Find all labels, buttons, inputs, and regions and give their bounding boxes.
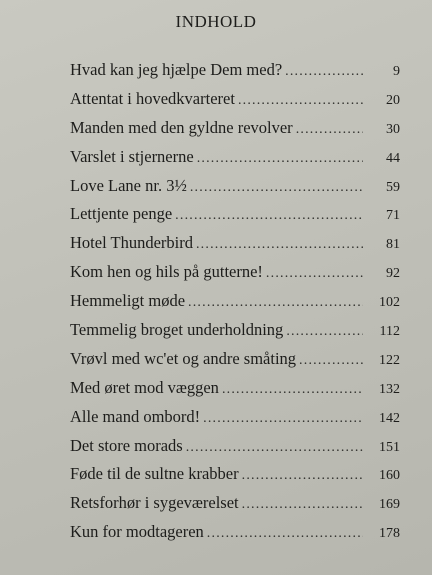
toc-entry-title: Temmelig broget underholdning xyxy=(70,320,284,340)
toc-entry xyxy=(70,320,400,349)
toc-entry xyxy=(70,522,400,551)
toc-entry xyxy=(70,204,400,233)
toc-entry xyxy=(70,233,400,262)
toc-entry-title: Attentat i hovedkvarteret xyxy=(70,88,235,108)
toc-entry-page: 30 xyxy=(386,121,400,137)
dot-leader xyxy=(286,324,363,340)
dot-leader xyxy=(266,266,363,282)
toc-entry-title: Kun for modtageren xyxy=(70,522,204,542)
toc-entry-page: 178 xyxy=(379,526,400,542)
toc-entry-title: Kom hen og hils på gutterne! xyxy=(70,262,263,282)
dot-leader xyxy=(238,93,363,109)
toc-entry xyxy=(70,407,400,436)
toc-entry-title: Hvad kan jeg hjælpe Dem med? xyxy=(70,60,283,79)
toc-entry-page: 92 xyxy=(386,266,400,282)
table-of-contents xyxy=(70,60,400,551)
toc-entry-title: Manden med den gyldne revolver xyxy=(70,117,293,137)
dot-leader xyxy=(175,208,363,224)
dot-leader xyxy=(186,440,363,456)
dot-leader xyxy=(203,411,363,427)
toc-entry-page: 142 xyxy=(379,410,400,426)
dot-leader xyxy=(222,382,363,398)
toc-entry-title: Retsforhør i sygeværelset xyxy=(70,493,239,513)
dot-leader xyxy=(285,64,363,80)
toc-entry-page: 112 xyxy=(379,324,400,340)
dot-leader xyxy=(299,353,363,369)
toc-entry-title: Vrøvl med wc'et og andre småting xyxy=(70,348,297,368)
toc-entry-title: Med øret mod væggen xyxy=(70,377,219,397)
toc-entry xyxy=(70,378,400,407)
toc-entry xyxy=(70,291,400,320)
toc-entry xyxy=(70,436,400,465)
toc-entry-page: 20 xyxy=(386,92,400,108)
toc-entry-title: Hotel Thunderbird xyxy=(70,233,193,253)
toc-entry-page: 44 xyxy=(386,150,400,166)
toc-entry-page: 151 xyxy=(379,439,400,455)
toc-entry xyxy=(70,493,400,522)
toc-entry xyxy=(70,60,400,89)
toc-entry-title: Alle mand ombord! xyxy=(70,406,201,426)
dot-leader xyxy=(196,237,363,253)
dot-leader xyxy=(197,151,363,167)
dot-leader xyxy=(207,526,363,542)
toc-entry-page: 81 xyxy=(386,237,400,253)
toc-entry-page: 59 xyxy=(386,179,400,195)
dot-leader xyxy=(242,497,363,513)
toc-entry-title: Føde til de sultne krabber xyxy=(70,464,239,484)
toc-entry xyxy=(70,349,400,378)
toc-entry-title: Varslet i stjernerne xyxy=(70,146,194,166)
toc-entry xyxy=(70,262,400,291)
toc-entry xyxy=(70,89,400,118)
toc-entry xyxy=(70,147,400,176)
toc-entry-page: 122 xyxy=(379,352,400,368)
toc-entry-title: Love Lane nr. 3½ xyxy=(70,175,187,195)
toc-entry-title: Det store morads xyxy=(70,435,183,455)
toc-entry xyxy=(70,118,400,147)
toc-entry-page: 71 xyxy=(386,208,400,224)
dot-leader xyxy=(188,295,363,311)
toc-entry-page: 102 xyxy=(379,295,400,311)
toc-entry-page: 9 xyxy=(393,64,400,79)
toc-entry-title: Lettjente penge xyxy=(70,204,173,224)
toc-entry xyxy=(70,176,400,205)
toc-entry-title: Hemmeligt møde xyxy=(70,291,186,311)
contents-heading: INDHOLD xyxy=(175,12,257,31)
toc-entry-page: 169 xyxy=(379,497,400,513)
toc-entry-page: 160 xyxy=(379,468,400,484)
dot-leader xyxy=(296,122,363,138)
dot-leader xyxy=(242,468,363,484)
toc-entry-page: 132 xyxy=(379,381,400,397)
dot-leader xyxy=(190,180,363,196)
toc-entry xyxy=(70,464,400,493)
